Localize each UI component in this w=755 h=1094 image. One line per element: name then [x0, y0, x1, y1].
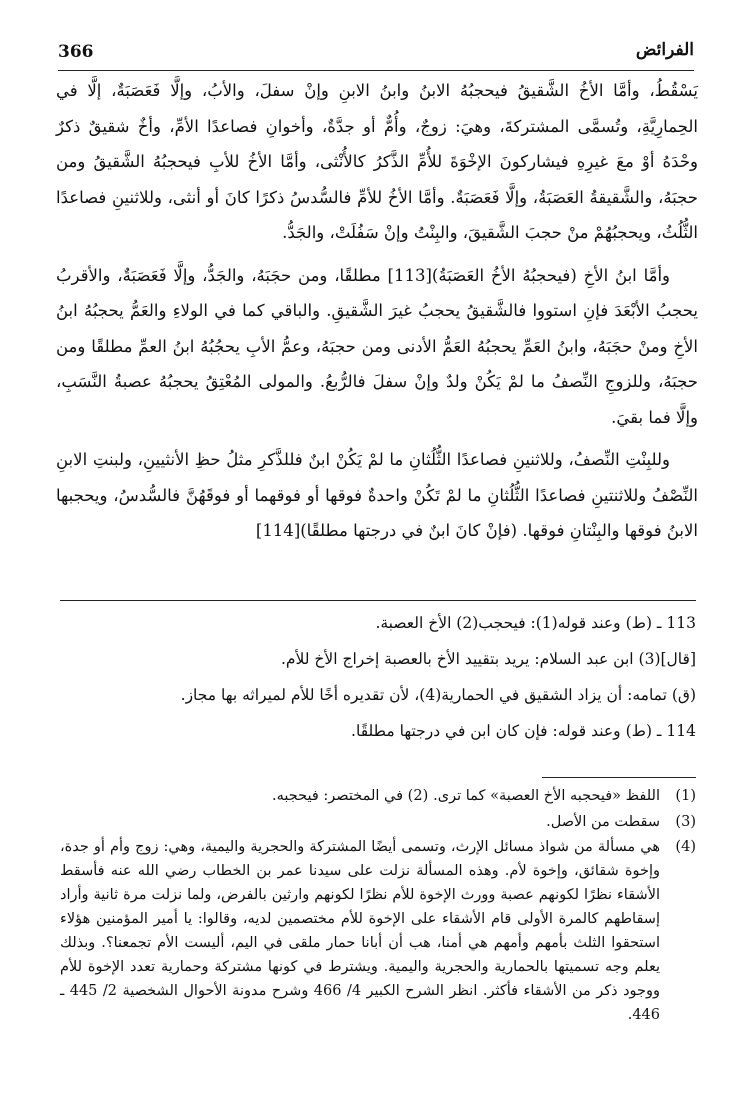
- footnote-4: [60, 835, 696, 1027]
- footnote-text: اللفظ «فيحجبه الأخ العصبة» كما ترى.: [433, 788, 660, 804]
- page-number: 366: [58, 42, 94, 62]
- main-text: [56, 73, 698, 556]
- footnote-text: هي مسألة من شواذ مسائل الإرث، وتسمى أيضًا المشتركة والحجرية واليمية، وهي: زوج وأم أو جدة، وإخوة شقائق، وإخوة لأم. وهذه المسألة نزلت على سيدنا عمر بن الخطاب رضي الله عنه فأسقط الأشقاء نظرًا لكونهم عصبة وورث الإخوة للأم نظرًا لكونهم وارثين بالفرض، ولما نزلت مرة ثانية وأراد إسقاطهم كالمرة الأولى قام الأشقاء على الإخوة للأم مختصمين لديه، وقالوا: يا أمير المؤمنين هؤلاء استحقوا الثلث بأمهم وأمهم هي أمنا، هب أن أبانا حمار ملقى في اليم، أليست الأم تجمعنا؟. وبذلك يعلم وجه تسميتها بالحمارية والحجرية واليمية. ويشترط في كونها مشتركة وحمارية تعدد الإخوة للأم ووجود ذكر من الأشقاء فأكثر. انظر الشرح الكبير 4/ 466 وشرح مدونة الأحوال الشخصية 2/ 445 ـ 446.: [60, 839, 661, 1023]
- editor-note: [قال](3) ابن عبد السلام: يريد بتقييد الأخ بالعصبة إخراج الأخ للأم.: [281, 650, 696, 668]
- footnote-text: في المختصر: فيحجبه.: [272, 788, 404, 804]
- editor-notes: [90, 612, 696, 756]
- footnote-number: (1): [675, 788, 696, 804]
- paragraph: وأمَّا ابنُ الأخِ (فيحجبُهُ الأخُ العَصَبَةُ)[113] مطلقًا، ومن حجَبَهُ، والجَدُّ، وإلَّا فَعَصَبَةٌ، والأقربُ يحجبُ الأبْعَدَ فإنِ استووا فالشَّقيقُ يحجبُ غيرَ الشَّقيقِ. والباقي كما في الولاءِ والعَمُّ يحجبُهُ ابنُ الأخِ ومنْ حجَبَهُ، وابنُ العَمِّ يحجبُهُ العَمُّ الأدنى ومن حجبَهُ، وعمُّ الأبِ يحجُبُهُ ابنُ العمِّ مطلقًا ومن حجبَهُ، وللزوجِ النِّصفُ ما لمْ يَكُنْ ولدٌ وإنْ سفلَ فالرُّبعُ. والمولى المُعْتِقُ يحجبُهُ عصبةُ النَّسَبِ، وإلَّا فما بقيَ.: [56, 265, 698, 427]
- notes-divider: [60, 600, 696, 601]
- page-header: [58, 40, 694, 71]
- footnote-2: [272, 784, 428, 808]
- footnote-divider: [542, 777, 696, 778]
- editor-note: (ق) تمامه: أن يزاد الشقيق في الحمارية(4)، لأن تقديره أخًا للأم لميراثه بها مجاز.: [180, 686, 696, 704]
- footnote-number: (3): [675, 814, 696, 830]
- footnote-3: [60, 810, 696, 834]
- editor-note: 114 ـ (ط) وعند قوله: فإن كان ابن في درجتها مطلقًا.: [351, 722, 696, 740]
- footnote-1: [60, 784, 696, 808]
- footnote-number: (2): [407, 788, 429, 804]
- editor-note: 113 ـ (ط) وعند قوله(1): فيحجب(2) الأخ العصبة.: [375, 614, 696, 632]
- running-title: الفرائض: [635, 40, 694, 60]
- paragraph: يَسْقُطُ، وأمَّا الأخُ الشَّقيقُ فيحجبُهُ الابنُ وابنُ الابنِ وإنْ سفلَ، والأبُ، وإلَّا فَعَصَبَةٌ، إلَّا في الحِمارِيَّةِ، وتُسمَّى المشتركةَ، وهيَ: زوجٌ، وأُمٌّ أو جدَّةٌ، وأخوانِ فصاعدًا الأمِّ، وأخٌ شقيقٌ ذكرٌ وحْدَهُ أوْ معَ غيرِهِ فيشاركونَ الإخْوَةَ للأُمِّ الذَّكرُ كالأُنْثى، وأمَّا الأخُ للأبِ فيحجبُهُ الشَّقيقُ ومن حجبَهُ، والشَّقيقةُ العَصَبَةُ، وإلَّا فَعَصَبَةٌ. وأمَّا الأخُ للأمِّ فالسُّدسُ ذكرًا كانَ أو أنثى، وللاثنينِ فصاعدًا الثُّلُثُ، ويحجبُهُمْ منْ حجبَ الشَّقيقَ، والبِنْتُ وإنْ سَفُلَتْ، والجَدُّ.: [56, 81, 698, 242]
- paragraph: وللبِنْتِ النِّصفُ، وللاثنينِ فصاعدًا الثُّلُثانِ ما لمْ يَكُنْ ابنٌ فللذَّكرِ مثلُ حظِ الأنثيينِ، ولبنتِ الابنِ النِّصْفُ وللاثنتينِ فصاعدًا الثُّلُثانِ ما لمْ تَكُنْ واحدةٌ فوقها أو فوقهما أو فوقَهُنَّ فالسُّدسُ، ويحجبها الابنُ فوقها والبِنْتانِ فوقها. (فإنْ كانَ ابنٌ في درجتها مطلقًا)[114]: [56, 450, 698, 540]
- footnote-text: سقطت من الأصل.: [546, 814, 660, 830]
- footnote-number: (4): [675, 839, 696, 855]
